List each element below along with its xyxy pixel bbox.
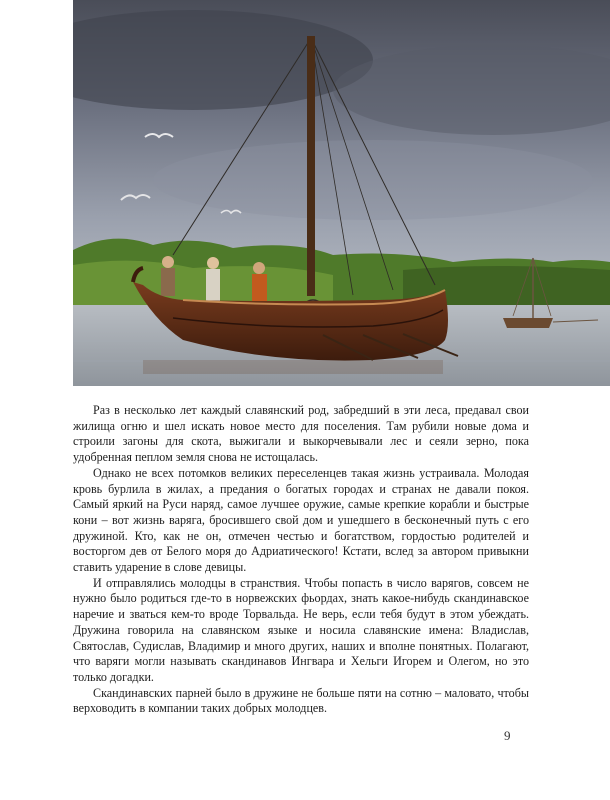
body-text bbox=[73, 403, 529, 717]
paragraph: Скандинавских парней было в дружине не больше пяти на сотню – маловато, чтобы верховодить в компании таких добрых молодцев. bbox=[73, 685, 529, 716]
paragraph: Однако не всех потомков великих переселенцев такая жизнь устраивала. Молодая кровь бурлила в жилах, а предания о богатых городах и странах не давали покоя. Самый яркий на Руси наряд, самое лучшее оружие, самые крепкие корабли и быстрые кони – вот жизнь варяга, бросившего свой дом и ушедшего в бесконечный путь с его дружиной. Кто, как не он, отмечен честью и богатством, гордостью родителей и восторгом дев от Белого моря до Адриатического! Кстати, вслед за автором привыкни ставить ударение в слове девицы. bbox=[73, 465, 529, 575]
viking-ship-photo bbox=[73, 0, 610, 386]
paragraph: Раз в несколько лет каждый славянский род, забредший в эти леса, предавал свои жилища огню и шел искать новое место для поселения. Там рубили новые дома и строили загоны для скота, выжигали и выкорчевывали лес и сеяли зерно, пока удобренная пеплом земля снова не истощалась. bbox=[73, 403, 529, 465]
page-number: 9 bbox=[504, 728, 511, 743]
paragraph: И отправлялись молодцы в странствия. Чтобы попасть в число варягов, совсем не нужно было родиться где-то в норвежских фьордах, знать какое-нибудь скандинавское наречие и зваться кем-то вроде Торвальда. Не верь, если тебя будут в этом убеждать. Дружина говорила на славянском языке и носила славянские имена: Владислав, Святослав, Судислав, Владимир и много других, наших и вполне понятных. Полагают, что варяги могли называть скандинавов Ингвара и Хельги Игорем и Олегом, но это только догадки. bbox=[73, 575, 529, 684]
